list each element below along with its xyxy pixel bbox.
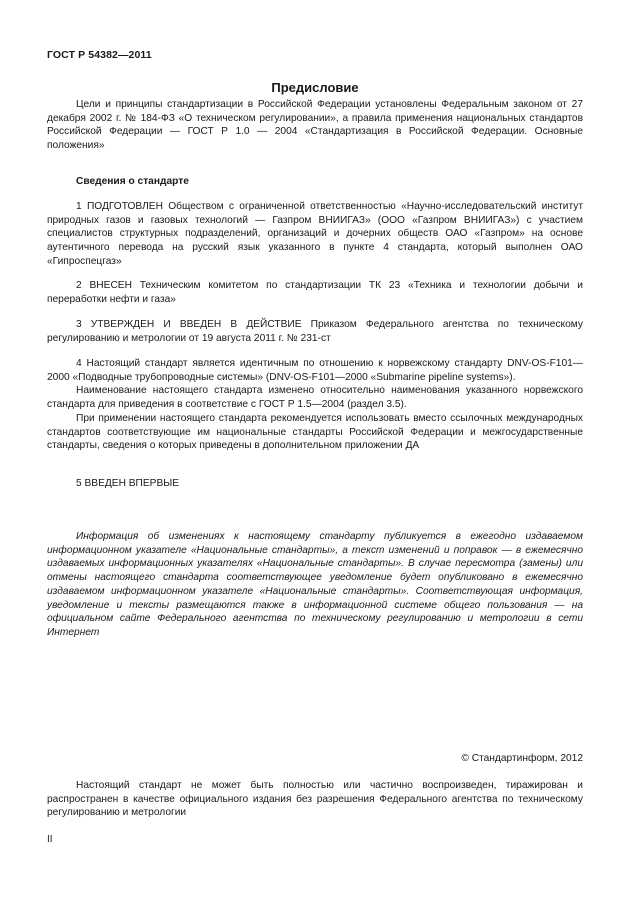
item-4-name-note: Наименование настоящего стандарта изменено относительно наименования указанного норвежского стандарта для приведения в соответствие с ГОСТ Р 1.5—2004 (раздел 3.5).	[47, 385, 583, 411]
item-4-block	[47, 357, 583, 453]
item-3-paragraph: 3 УТВЕРЖДЕН И ВВЕДЕН В ДЕЙСТВИЕ Приказом Федерального агентства по техническому регулированию и метрологии от 19 августа 2011 г. № 231-ст	[47, 319, 583, 344]
intro-paragraph: Цели и принципы стандартизации в Российской Федерации установлены Федеральным законом от 27 декабря 2002 г. № 184-ФЗ «О техническом регулировании», а правила применения национальных стандартов Российской Федерации — ГОСТ Р 1.0 — 2004 «Стандартизация в Российской Федерации. Основные положения»	[47, 99, 583, 152]
document-id-header: ГОСТ Р 54382—2011	[47, 49, 152, 61]
item-5-paragraph: 5 ВВЕДЕН ВПЕРВЫЕ	[76, 478, 180, 489]
footer-paragraph: Настоящий стандарт не может быть полностью или частично воспроизведен, тиражирован и распространен в качестве официального издания без разрешения Федерального агентства по техническому регулированию и метрологии	[47, 780, 583, 819]
notice-paragraph: Информация об изменениях к настоящему стандарту публикуется в ежегодно издаваемом информационном указателе «Национальные стандарты», а текст изменений и поправок — в ежемесячно издаваемых информационных указателях «Национальные стандарты». В случае пересмотра (замены) или отмены настоящего стандарта соответствующее уведомление будет опубликовано в ежемесячно издаваемом информационном указателе «Национальные стандарты». Соответствующая информация, уведомление и тексты размещаются также в информационной системе общего пользования — на официальном сайте Федерального агентства по техническому регулированию и метрологии в сети Интернет	[47, 531, 583, 638]
section-heading: Сведения о стандарте	[76, 176, 189, 187]
item-1-paragraph: 1 ПОДГОТОВЛЕН Обществом с ограниченной ответственностью «Научно-исследовательский институт природных газов и газовых технологий — Газпром ВНИИГАЗ» (ООО «Газпром ВНИИГАЗ») с участием специалистов структурных подразделений, организаций и дочерних обществ ОАО «Газпром» на основе аутентичного перевода на русский язык указанного в пункте 4 стандарта, который выполнен ОАО «Гипроспецгаз»	[47, 201, 583, 267]
item-2-paragraph: 2 ВНЕСЕН Техническим комитетом по стандартизации ТК 23 «Техника и технологии добычи и переработки нефти и газа»	[47, 280, 583, 305]
copyright-line: © Стандартинформ, 2012	[461, 753, 583, 764]
page-number: II	[47, 834, 53, 845]
item-4-reference-note: При применении настоящего стандарта рекомендуется использовать вместо ссылочных международных стандартов соответствующие им национальные стандарты Российской Федерации и межгосударственные стандарты, сведения о которых приведены в дополнительном приложении ДА	[47, 412, 583, 452]
page-title: Предисловие	[271, 80, 359, 95]
item-4-paragraph: 4 Настоящий стандарт является идентичным по отношению к норвежскому стандарту DNV-OS-F101—2000 «Подводные трубопроводные системы» (DNV-OS-F101—2000 «Submarine pipeline systems»).	[47, 358, 583, 383]
